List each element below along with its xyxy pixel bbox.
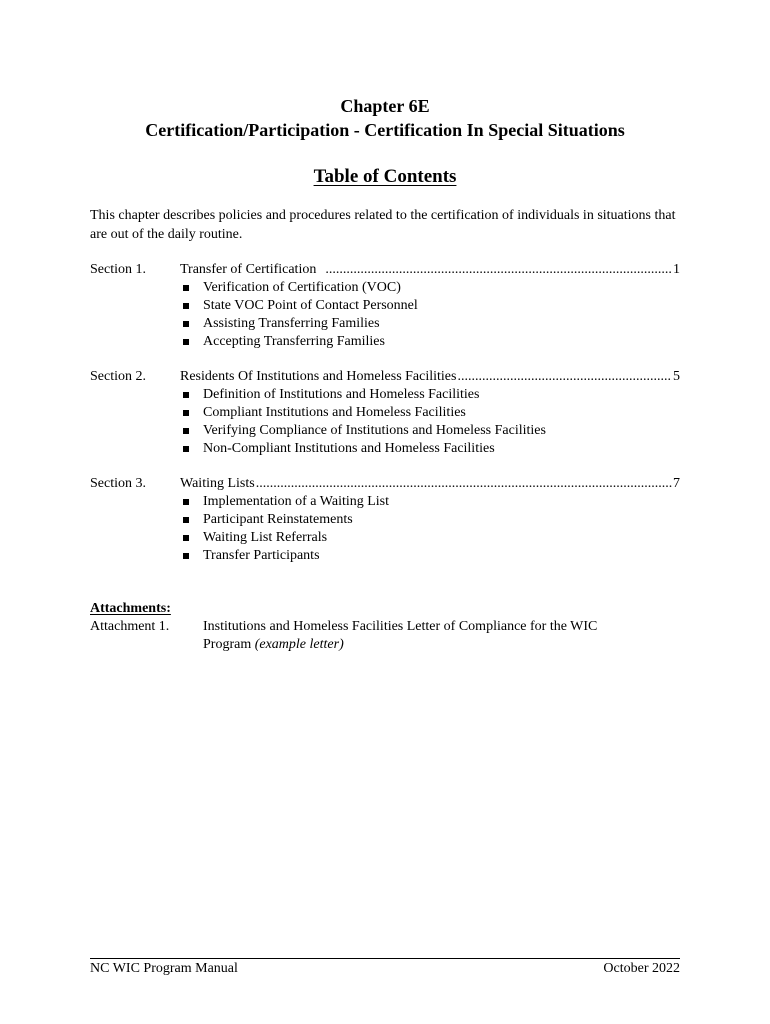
section-body <box>180 261 680 351</box>
square-bullet-icon <box>183 553 189 559</box>
square-bullet-icon <box>183 321 189 327</box>
list-item-text: Waiting List Referrals <box>203 530 328 545</box>
square-bullet-icon <box>183 410 189 416</box>
attachment-note: (example letter) <box>254 637 344 652</box>
section-title: Residents Of Institutions and Homeless Facilities <box>180 369 457 384</box>
list-item <box>180 404 680 422</box>
page-number: 7 <box>673 476 680 491</box>
section-body <box>180 475 680 565</box>
list-item-text: Verifying Compliance of Institutions and Homeless Facilities <box>203 423 546 438</box>
section-label: Section 1. <box>90 262 146 277</box>
list-item <box>180 297 680 315</box>
toc-entry[interactable] <box>180 368 680 386</box>
list-item <box>180 440 680 458</box>
square-bullet-icon <box>183 428 189 434</box>
intro-paragraph: This chapter describes policies and procedures related to the certification of individuals in situations that are out of the daily routine. <box>90 208 676 242</box>
title-block <box>0 94 770 142</box>
leader-dots <box>256 475 672 493</box>
subtopic-list <box>180 279 680 351</box>
list-item-text: State VOC Point of Contact Personnel <box>203 298 418 313</box>
list-item-text: Non-Compliant Institutions and Homeless Facilities <box>203 441 495 456</box>
list-item-text: Definition of Institutions and Homeless Facilities <box>203 387 480 402</box>
square-bullet-icon <box>183 446 189 452</box>
square-bullet-icon <box>183 392 189 398</box>
chapter-number: Chapter 6E <box>340 96 430 116</box>
attachments-section <box>90 600 680 658</box>
list-item <box>180 529 680 547</box>
square-bullet-icon <box>183 339 189 345</box>
square-bullet-icon <box>183 499 189 505</box>
square-bullet-icon <box>183 303 189 309</box>
attachment-description <box>203 618 643 654</box>
list-item <box>180 547 680 565</box>
section-label: Section 2. <box>90 369 146 384</box>
list-item-text: Verification of Certification (VOC) <box>203 280 401 295</box>
attachment-title: Institutions and Homeless Facilities Letter of Compliance for the WIC Program <box>203 619 598 652</box>
subtopic-list <box>180 386 680 458</box>
list-item-text: Accepting Transferring Families <box>203 334 385 349</box>
leader-dots <box>457 368 672 386</box>
square-bullet-icon <box>183 535 189 541</box>
toc-entry[interactable] <box>180 261 680 279</box>
page-footer <box>90 960 680 978</box>
footer-divider <box>90 958 680 959</box>
chapter-title: Certification/Participation - Certification In Special Situations <box>145 120 625 140</box>
section-title: Transfer of Certification <box>180 262 317 277</box>
section-label: Section 3. <box>90 476 146 491</box>
subtopic-list <box>180 493 680 565</box>
list-item <box>180 422 680 440</box>
list-item-text: Implementation of a Waiting List <box>203 494 390 509</box>
attachment-entry[interactable] <box>90 618 680 658</box>
list-item-text: Transfer Participants <box>203 548 320 563</box>
page-number: 1 <box>673 262 680 277</box>
footer-manual-name: NC WIC Program Manual <box>90 961 238 976</box>
toc-heading <box>0 165 770 189</box>
list-item <box>180 386 680 404</box>
attachments-heading: Attachments: <box>90 601 171 616</box>
list-item <box>180 279 680 297</box>
square-bullet-icon <box>183 285 189 291</box>
list-item-text: Compliant Institutions and Homeless Facilities <box>203 405 466 420</box>
attachment-label: Attachment 1. <box>90 619 170 634</box>
square-bullet-icon <box>183 517 189 523</box>
page-number: 5 <box>673 369 680 384</box>
list-item <box>180 315 680 333</box>
list-item <box>180 493 680 511</box>
list-item <box>180 333 680 351</box>
list-item-text: Participant Reinstatements <box>203 512 353 527</box>
toc-entry[interactable] <box>180 475 680 493</box>
leader-dots <box>325 261 672 279</box>
list-item-text: Assisting Transferring Families <box>203 316 380 331</box>
list-item <box>180 511 680 529</box>
toc-heading-text: Table of Contents <box>313 166 457 187</box>
footer-date: October 2022 <box>603 961 680 976</box>
section-title: Waiting Lists <box>180 476 255 491</box>
section-body <box>180 368 680 458</box>
